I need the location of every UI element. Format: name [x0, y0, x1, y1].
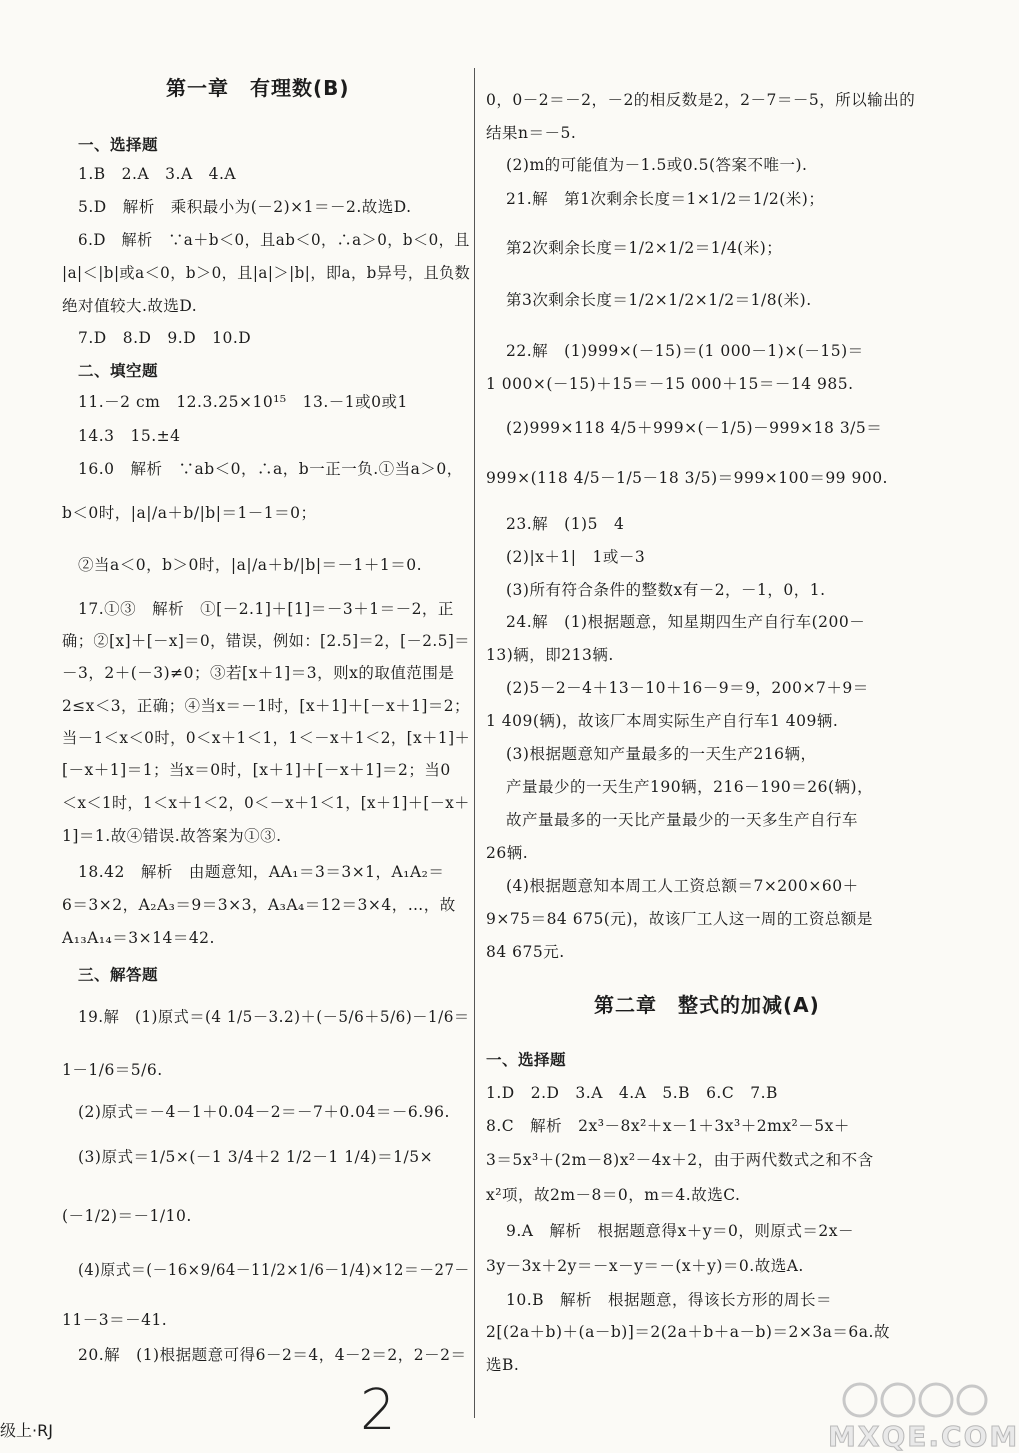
text-line: 22.解 (1)999×(－15)＝(1 000－1)×(－15)＝ — [506, 342, 864, 360]
text-line: (4)原式＝(－16×9/64－11/2×1/6－1/4)×12＝－27－ — [78, 1261, 470, 1279]
text-line: 18.42 解析 由题意知，AA₁＝3＝3×1，A₁A₂＝ — [78, 863, 445, 881]
text-line: 6＝3×2，A₂A₃＝9＝3×3，A₃A₄＝12＝3×4，…，故 — [62, 896, 456, 914]
column-divider — [474, 68, 475, 1418]
page-number: 2 — [360, 1378, 396, 1443]
text-line: (2)原式＝－4－1＋0.04－2＝－7＋0.04＝－6.96. — [78, 1103, 450, 1121]
text-line: (2)5－2－4＋13－10＋16－9＝9，200×7＋9＝ — [506, 679, 869, 697]
text-line: 5.D 解析 乘积最小为(－2)×1＝－2.故选D. — [78, 198, 412, 216]
text-line: (2)m的可能值为－1.5或0.5(答案不唯一). — [506, 156, 808, 174]
text-line: 20.解 (1)根据题意可得6－2＝4，4－2＝2，2－2＝ — [78, 1346, 467, 1364]
text-line: 999×(118 4/5－1/5－18 3/5)＝999×100＝99 900. — [486, 469, 888, 487]
text-line: 1－1/6＝5/6. — [62, 1061, 163, 1079]
text-line: 9.A 解析 根据题意得x＋y＝0，则原式＝2x－ — [506, 1222, 854, 1240]
text-line: 16.0 解析 ∵ab＜0，∴a，b一正一负.①当a＞0， — [78, 460, 463, 478]
text-line: (4)根据题意知本周工人工资总额＝7×200×60＋ — [506, 877, 859, 895]
text-line: 第2次剩余长度＝1/2×1/2＝1/4(米)； — [506, 239, 783, 257]
text-line: 23.解 (1)5 4 — [506, 515, 625, 533]
text-line: 21.解 第1次剩余长度＝1×1/2＝1/2(米)； — [506, 190, 825, 208]
left-column — [62, 0, 471, 1453]
text-line: [－x＋1]＝1；当x＝0时，[x＋1]＋[－x＋1]＝2；当0 — [62, 761, 451, 779]
text-line: 10.B 解析 根据题意，得该长方形的周长＝ — [506, 1291, 833, 1309]
section-heading: 二、填空题 — [78, 362, 159, 380]
text-line: 1 000×(－15)＋15＝－15 000＋15＝－14 985. — [486, 375, 854, 393]
text-line: 11－3＝－41. — [62, 1311, 168, 1329]
text-line: 故产量最多的一天比产量最少的一天多生产自行车 — [506, 811, 859, 829]
text-line: 确；②[x]＋[－x]＝0，错误，例如：[2.5]＝2，[－2.5]＝ — [62, 632, 470, 650]
text-line: 第3次剩余长度＝1/2×1/2×1/2＝1/8(米). — [506, 291, 812, 309]
text-line: 绝对值较大.故选D. — [62, 297, 198, 315]
text-line: (3)根据题意知产量最多的一天生产216辆， — [506, 745, 817, 763]
footer-label: 级上·RJ — [0, 1421, 53, 1440]
text-line: |a|＜|b|或a＜0，b＞0，且|a|＞|b|，即a，b异号，且负数 — [62, 264, 471, 282]
text-line: 1]＝1.故④错误.故答案为①③. — [62, 827, 282, 845]
chapter-title: 第一章 有理数(B) — [166, 76, 350, 100]
text-line: (－1/2)＝－1/10. — [62, 1207, 192, 1225]
text-line: A₁₃A₁₄＝3×14＝42. — [62, 929, 215, 947]
section-heading: 三、解答题 — [78, 966, 159, 984]
right-column — [486, 0, 926, 1453]
chapter-title: 第二章 整式的加减(A) — [594, 993, 820, 1017]
text-line: ②当a＜0，b＞0时，|a|/a＋b/|b|＝－1＋1＝0. — [78, 556, 423, 574]
text-line: 当－1＜x＜0时，0＜x＋1＜1，1＜－x＋1＜2，[x＋1]＋ — [62, 729, 471, 747]
text-line: 11.－2 cm 12.3.25×10¹⁵ 13.－1或0或1 — [78, 393, 408, 411]
text-line: 2[(2a＋b)＋(a－b)]＝2(2a＋b＋a－b)＝2×3a＝6a.故 — [486, 1323, 890, 1341]
text-line: (2)|x＋1| 1或－3 — [506, 548, 646, 566]
text-line: 选B. — [486, 1356, 520, 1374]
text-line: (2)999×118 4/5＋999×(－1/5)－999×18 3/5＝ — [506, 419, 883, 437]
text-line: 3＝5x³＋(2m－8)x²－4x＋2，由于两代数式之和不含 — [486, 1151, 874, 1169]
text-line: x²项，故2m－8＝0，m＝4.故选C. — [486, 1186, 741, 1204]
text-line: ＜x＜1时，1＜x＋1＜2，0＜－x＋1＜1，[x＋1]＋[－x＋ — [62, 794, 470, 812]
text-line: (3)原式＝1/5×(－1 3/4＋2 1/2－1 1/4)＝1/5× — [78, 1148, 434, 1166]
text-line: 1 409(辆)，故该厂本周实际生产自行车1 409辆. — [486, 712, 839, 730]
watermark — [828, 1380, 1019, 1453]
text-line: 24.解 (1)根据题意，知星期四生产自行车(200－ — [506, 613, 866, 631]
text-line: 14.3 15.±4 — [78, 427, 181, 445]
text-line: 19.解 (1)原式＝(4 1/5－3.2)＋(－5/6＋5/6)－1/6＝ — [78, 1008, 470, 1026]
text-line: 13)辆，即213辆. — [486, 646, 614, 664]
text-line: 84 675元. — [486, 943, 565, 961]
text-line: －3，2＋(－3)≠0；③若[x＋1]＝3，则x的取值范围是 — [62, 664, 455, 682]
section-heading: 一、选择题 — [486, 1051, 567, 1069]
text-line: 产量最少的一天生产190辆，216－190＝26(辆)， — [506, 778, 874, 796]
text-line: 结果n＝－5. — [486, 124, 577, 142]
text-line: 26辆. — [486, 844, 529, 862]
text-line: (3)所有符合条件的整数x有－2，－1，0，1. — [506, 581, 826, 599]
text-line: 1.D 2.D 3.A 4.A 5.B 6.C 7.B — [486, 1084, 778, 1102]
text-line: 0，0－2＝－2，－2的相反数是2，2－7＝－5，所以输出的 — [486, 91, 916, 109]
watermark-logo-icon — [838, 1380, 988, 1420]
text-line: b＜0时，|a|/a＋b/|b|＝1－1＝0； — [62, 504, 317, 522]
watermark-text: MXQE.COM — [828, 1420, 1019, 1453]
text-line: 7.D 8.D 9.D 10.D — [78, 329, 252, 347]
text-line: 9×75＝84 675(元)，故该厂工人这一周的工资总额是 — [486, 910, 873, 928]
text-line: 2≤x＜3，正确；④当x＝－1时，[x＋1]＋[－x＋1]＝2； — [62, 697, 470, 715]
text-line: 6.D 解析 ∵a＋b＜0，且ab＜0，∴a＞0，b＜0，且 — [78, 231, 470, 249]
text-line: 8.C 解析 2x³－8x²＋x－1＋3x³＋2mx²－5x＋ — [486, 1117, 850, 1135]
text-line: 1.B 2.A 3.A 4.A — [78, 165, 237, 183]
text-line: 17.①③ 解析 ①[－2.1]＋[1]＝－3＋1＝－2，正 — [78, 600, 454, 618]
section-heading: 一、选择题 — [78, 136, 159, 154]
text-line: 3y－3x＋2y＝－x－y＝－(x＋y)＝0.故选A. — [486, 1257, 804, 1275]
